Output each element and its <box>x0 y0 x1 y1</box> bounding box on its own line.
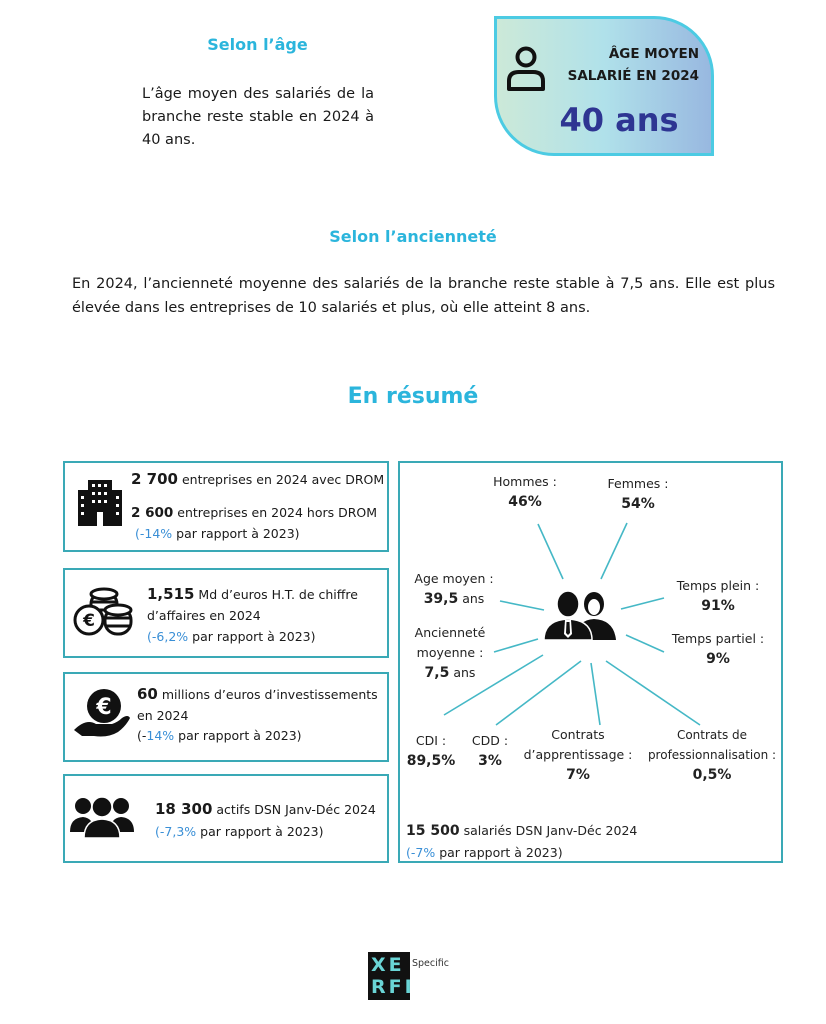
cdd-value: 3% <box>478 753 502 769</box>
total-change-value: -7% <box>410 845 436 860</box>
xerfi-logo-mark <box>368 952 415 1000</box>
hommes-stat <box>480 472 570 512</box>
total-employees-value: 15 500 <box>406 823 460 839</box>
temps-plein-value: 91% <box>701 598 735 614</box>
temps-partiel-value: 9% <box>706 651 730 667</box>
companies-without-drom <box>131 503 377 523</box>
temps-plein-stat <box>662 576 774 616</box>
seniority-section-title: Selon l’ancienneté <box>329 227 497 246</box>
dsn-actives-text: actifs DSN Janv-Déc 2024 <box>212 802 376 817</box>
investments-value: 60 <box>137 685 158 703</box>
xerfi-logo-suffix: Specific <box>412 958 449 969</box>
femmes-value: 54% <box>621 496 655 512</box>
companies-with-drom-text: entreprises en 2024 avec DROM <box>177 472 385 487</box>
svg-text:€: € <box>83 611 95 631</box>
connector-line-age <box>500 601 544 610</box>
companies-with-drom-value: 2 700 <box>131 470 178 488</box>
connector-line-femmes <box>601 523 627 579</box>
companies-with-drom <box>131 469 384 490</box>
companies-without-drom-value: 2 600 <box>131 505 174 521</box>
connector-line-professionnalisation <box>606 661 700 725</box>
revenue-line1 <box>147 584 358 605</box>
investments-text-b: en 2024 <box>137 708 189 723</box>
revenue-text-b: d’affaires en 2024 <box>147 608 261 623</box>
man-woman-icon <box>544 590 620 640</box>
cdi-label: CDI : <box>415 733 447 748</box>
age-section-text: L’âge moyen des salariés de la branche reste stable en 2024 à 40 ans. <box>142 86 374 148</box>
age-label: Age moyen : <box>414 571 494 586</box>
apprentissage-label-1: Contrats <box>551 727 605 742</box>
total-employees-text: salariés DSN Janv-Déc 2024 <box>459 823 638 838</box>
professionnalisation-value: 0,5% <box>692 767 732 783</box>
companies-change <box>135 524 300 544</box>
total-employees-change <box>406 843 563 863</box>
companies-change-text: par rapport à 2023) <box>172 526 300 541</box>
seniority-section-text: En 2024, l’ancienneté moyenne des salariés de la branche reste stable à 7,5 ans. Elle est plus élevée dans les entreprises de 10 salariés et plus, où elle atteint 8 ans. <box>72 276 775 316</box>
anciennete-label-1: Ancienneté <box>414 625 486 640</box>
euro-hand-icon <box>72 686 134 740</box>
investments-line1 <box>137 684 378 705</box>
investments-change <box>137 726 302 746</box>
revenue-text-a: Md d’euros H.T. de chiffre <box>194 587 358 602</box>
dsn-actives-change-text: par rapport à 2023) <box>196 824 324 839</box>
average-age-card <box>494 16 714 156</box>
investments-change-open: (- <box>137 728 147 743</box>
anciennete-stat <box>404 623 496 683</box>
investments-text-a: millions d’euros d’investissements <box>157 687 378 702</box>
buildings-icon <box>78 480 122 528</box>
average-age-label-line2: SALARIÉ EN 2024 <box>567 68 699 84</box>
total-change-open: ( <box>406 845 411 860</box>
companies-without-drom-text: entreprises en 2024 hors DROM <box>173 505 378 520</box>
cdd-stat <box>466 731 514 771</box>
professionnalisation-stat <box>644 725 780 785</box>
companies-change-value: -14% <box>139 526 173 541</box>
age-section-title: Selon l’âge <box>207 35 308 54</box>
investments-box <box>63 672 389 762</box>
dsn-actives-change-value: -7,3% <box>159 824 197 839</box>
age-stat <box>404 569 504 609</box>
apprentissage-value: 7% <box>566 767 590 783</box>
temps-plein-label: Temps plein : <box>676 578 760 593</box>
dsn-actives-value: 18 300 <box>155 800 213 818</box>
dsn-actives-line <box>155 799 376 820</box>
euro-coins-icon <box>73 586 135 638</box>
connector-line-temps-partiel <box>626 635 664 652</box>
professionnalisation-label-1: Contrats de <box>676 728 748 742</box>
revenue-change-text: par rapport à 2023) <box>188 629 316 644</box>
age-unit: ans <box>458 591 485 606</box>
temps-partiel-stat <box>662 629 774 669</box>
revenue-box <box>63 568 389 658</box>
apprentissage-stat <box>520 725 636 785</box>
summary-title: En résumé <box>347 384 479 409</box>
age-value: 39,5 <box>423 591 459 607</box>
companies-box <box>63 461 389 552</box>
hommes-label: Hommes : <box>493 474 557 489</box>
connector-line-apprentissage <box>591 663 600 725</box>
connector-line-anciennete <box>494 639 538 652</box>
apprentissage-label-2: d’apprentissage : <box>523 747 633 762</box>
average-age-label-line1: ÂGE MOYEN <box>608 46 699 62</box>
xerfi-logo-line2: RFI <box>371 976 415 998</box>
average-age-value: 40 ans <box>559 101 679 139</box>
age-value-line <box>404 589 504 609</box>
revenue-value: 1,515 <box>147 585 195 603</box>
total-change-text: par rapport à 2023) <box>435 845 563 860</box>
xerfi-specific-logo <box>368 952 448 1002</box>
temps-partiel-label: Temps partiel : <box>671 631 765 646</box>
anciennete-label-2: moyenne : <box>416 645 484 660</box>
anciennete-unit: ans <box>449 665 476 680</box>
anciennete-value-line <box>404 663 496 683</box>
employee-profile-box <box>398 461 783 863</box>
svg-text:€: € <box>96 695 112 720</box>
cdi-value: 89,5% <box>406 753 456 769</box>
connector-line-cdd <box>496 661 581 725</box>
revenue-change-value: -6,2% <box>151 629 189 644</box>
total-employees <box>406 821 637 841</box>
femmes-label: Femmes : <box>607 476 669 491</box>
dsn-actives-box <box>63 774 389 863</box>
connector-line-hommes <box>538 524 563 579</box>
cdd-label: CDD : <box>471 733 509 748</box>
hommes-value: 46% <box>508 494 542 510</box>
professionnalisation-label-2: professionnalisation : <box>647 748 777 762</box>
cdi-stat <box>406 731 456 771</box>
revenue-change-open: ( <box>147 629 152 644</box>
revenue-change <box>147 627 316 647</box>
dsn-actives-change <box>155 822 324 842</box>
group-people-icon <box>70 796 134 838</box>
femmes-stat <box>593 474 683 514</box>
investments-change-value: 14% <box>146 728 175 743</box>
average-age-label <box>539 43 699 87</box>
companies-change-open: ( <box>135 526 140 541</box>
xerfi-logo-line1: XE <box>371 954 405 976</box>
anciennete-value: 7,5 <box>424 665 450 681</box>
connector-line-temps-plein <box>621 598 664 609</box>
dsn-actives-change-open: ( <box>155 824 160 839</box>
investments-change-text: par rapport à 2023) <box>174 728 302 743</box>
